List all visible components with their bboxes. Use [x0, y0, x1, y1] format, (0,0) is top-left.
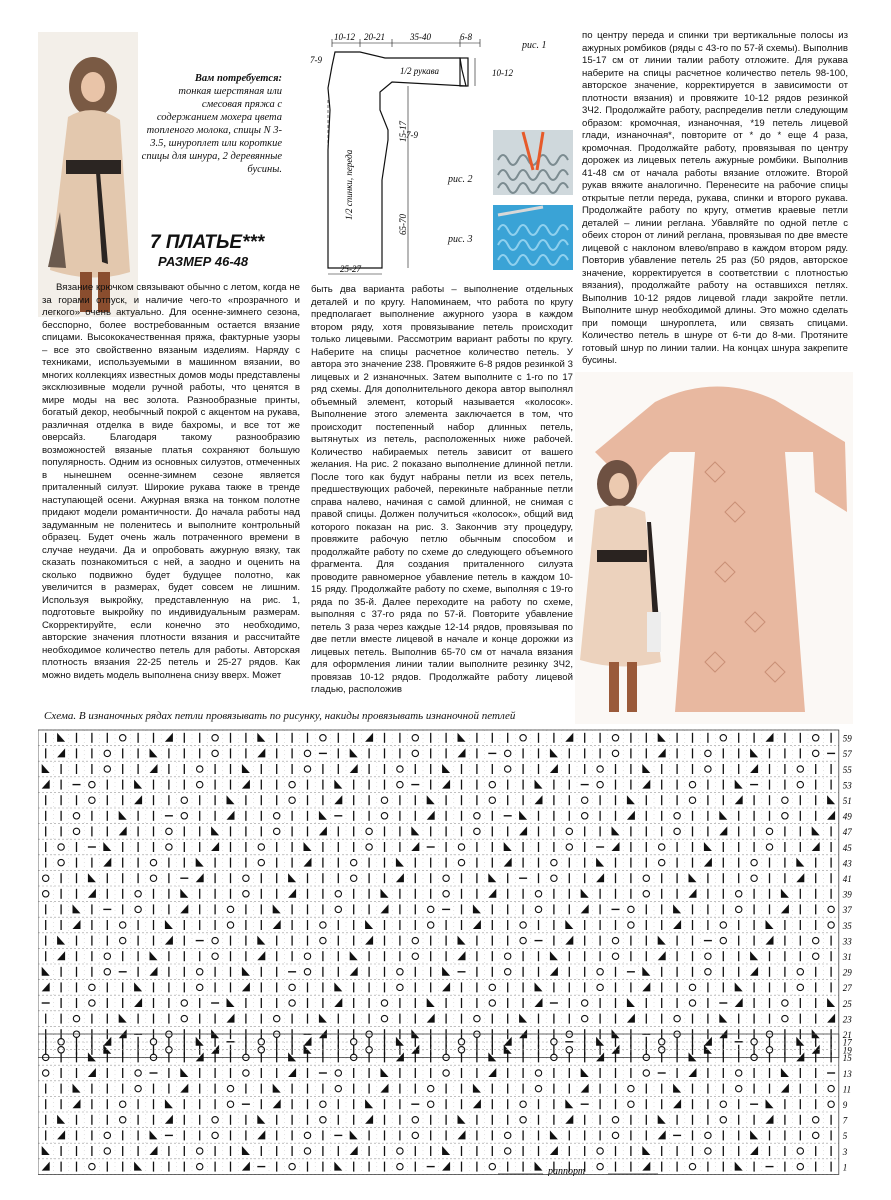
row-number: 35: [842, 920, 852, 931]
dim-top-3: 35-40: [410, 32, 431, 42]
front-label: 1/2 спинки, переда: [344, 149, 354, 220]
repeat-label: раппорт: [548, 1166, 586, 1176]
materials-block: Вам потребуется: тонкая шерстяная или смесовая пряжа с содержанием мохера цвета топленого молока, спицы N 3-3.5, шнуроплет или короткие спицы для шнура, 2 деревянные бусины.: [141, 73, 282, 175]
pattern-size: РАЗМЕР 46-48: [158, 254, 249, 269]
row-number: 37: [842, 905, 852, 916]
model-photo-large: [575, 372, 853, 724]
stitch-photo-1: [493, 130, 573, 195]
fig1-label: рис. 1: [522, 40, 547, 51]
pattern-number-title: 7 ПЛАТЬЕ***: [150, 232, 265, 253]
row-number: 11: [842, 1084, 852, 1095]
sleeve-label: 1/2 рукава: [400, 66, 439, 76]
row-number: 59: [842, 733, 852, 744]
row-number: 9: [842, 1100, 848, 1110]
knitting-chart: [38, 728, 858, 1176]
stitch-photo-2: [493, 205, 573, 270]
row-number: 43: [842, 858, 852, 869]
row-number: 23: [842, 1014, 852, 1025]
lower-grid: [38, 1034, 839, 1174]
column-1-paragraph: Вязание крючком связывают обычно с летом, когда не за горами отпуск, и наличие чего-то «прозрачного и легкого» очень актуально. Для осенне-зимнего сезона, бесспорно, более востребованным остается вязание спицами. Высококачественная пряжа, фактурные узоры – все это свойственно вязаным изделиям. Наряду с техниками, используемыми в машинном вязании, во многих коллекциях известных домов моды представлены эксклюзивные модели ручной работы, что ценятся в мире моды на вес золота. Разнообразные принты, богатый декор, необычный покрой с акцентом на рукава, различная отделка в виде бахромы, и все тот же оверсайз. Благодаря такому разнообразию возможностей вязаные платья сохраняют большую популярность. Одним из основных силуэтов, отмеченных в нынешнем осенне-зимнем сезоне является приталенный силуэт. Широкие рукава также в тренде наступающей осени. Ажурная вязка на тонком полотне придают модели романтичности. До начала работы над задуманным не поленитесь и выполните контрольный образец. Будет очень жаль потраченного времени в случае неудачи. Да и опробовать ажурную вязку, так сказать познакомиться с ней, а заодно и оценить на сколько подвижно будет будущее полотно, как увеличится в размерах, будет совсем не лишним. Используя выкройку, представленную на рис. 1, подготовьте выкройку по индивидуальным размерам. Скорректируйте, если конечно это необходимо, авторские значения плотности вязания и рассчитайте необходимое количество петель для работы. Авторская плотность вязания 22-25 петель и 25-27 рядов. Как можно видеть модель выполнена снизу вверх. Может: [42, 282, 300, 681]
fig2-label: рис. 2: [448, 174, 473, 185]
row-number: 57: [842, 749, 852, 760]
column-3-paragraph: по центру переда и спинки три вертикальные полосы из ажурных ромбиков (ряды с 43-го по 57-й схемы). Выполнив 15-17 см от линии талии работу отложите. Для рукава наберите на спицы расчетное количество петель 98-100, авторское значение, корректируется в зависимости от плотности вязания) и провяжите 10-12 рядов резинкой 3Ч2. Продолжайте работу, распределив петли следующим образом: кромочная, изнаночная, *19 петель лицевой глади, изнаночная*, повторите от * до * еще 4 раза, кромочная. Продолжайте работу, провязывая по центру дорожек из лицевых петель ажурные ромбики. Выполнив 41-48 см от начала работы вязание отложите. Второй рукав вяжите аналогично. Перенесите на рабочие спицы открытые петли переда, рукава, спинки и второго рукава. Продолжайте работу по кругу, отметив краевые петли деталей – линии реглана. Убавляйте по одной петле с обеих сторон от линий реглана, провязывая по две вместе лицевой с наклоном влево/вправо в каждом втором ряду. Повторив убавление петель 25 раз (50 рядов, авторское значение, корректируется в соответствии с плотностью вязания), продолжайте работу на оставшихся петлях. Выполнив 10-12 рядов лицевой глади закройте петли. Выполните шнур необходимой длины. Это можно сделать при помощи шнуроплета, или связать спицами. Количество петель в шнуре от 6-ти до 8-ми. Протяните готовый шнур по линии талии. На концах шнура закрепите бусины.: [582, 30, 848, 366]
row-number: 33: [842, 936, 852, 947]
pattern-schematic: [310, 30, 520, 275]
row-number: 3: [842, 1146, 848, 1157]
row-number: 7: [842, 1115, 848, 1126]
text-column-3: [582, 30, 848, 368]
row-number: 41: [842, 874, 852, 884]
dim-top-1: 10-12: [334, 32, 355, 42]
text-column-2: [311, 284, 573, 697]
dim-left-1: 7-9: [310, 55, 322, 65]
row-number: 21: [842, 1030, 852, 1040]
materials-heading: Вам потребуется: [194, 73, 279, 84]
row-number: 27: [842, 983, 852, 994]
row-number: 45: [842, 842, 852, 853]
column-2-paragraph: быть два варианта работы – выполнение отдельных деталей и по кругу. Напоминаем, что работа по кругу предполагает выполнение ажурного узора в каждом втором ряду, хотя провязывание петель происходит только лицевыми. Рассмотрим вариант работы по кругу. Наберите на спицы расчетное количество петель. У автора это значение 238. Провяжите 6-8 рядов резинкой 3 лицевых и 2 изнаночных. Затем выполните с 1-го по 17 ряд схемы. Для дополнительного декора автор выполнял объемный элемент, который называется «колосок». Выполнение этого элемента заключается в том, что происходит постепенный набор длинных петель, вытянутых из петель, расположенных ниже рабочей. Количество набираемых петель зависит от вашего желания. На рис. 2 показано выполнение длинной петли. После того как будут набраны петли из всех петель, предшествующих рабочей, перекиньте набранные петли справа налево, начиная с самой длинной, не снимая с правой спицы. Должен получиться «колосок», общий вид которого показан на рис. 3. Закончив эту процедуру, провяжите рабочую петлю обычным способом и продолжайте работу по схеме до следующего объемного фрагмента. Для создания приталенного силуэта проводите равномерное убавление петель в каждом 10-15 ряду. Продолжайте работу по схеме, выполняя с 19-го ряда по 35-й. Далее переходите на работу по схеме, выполняя с 37-го ряда по 57-й. Повторите убавление петель 3 раза через каждые 12-14 рядов, провязывая по две петли вместе лицевой в начале и конце дорожки из лицевых петель. Выполнив 65-70 см от начала вязания для оформления линии талии выполните резинку 3Ч2, провязав 10-12 рядов. Продолжайте работу лицевой гладью, расположив: [311, 284, 573, 695]
dim-bottom: 25-27: [340, 264, 361, 274]
row-number: 53: [842, 780, 852, 791]
row-number: 29: [842, 967, 852, 978]
row-number: 1: [842, 1162, 848, 1173]
row-number: 19: [842, 1045, 852, 1056]
fig3-label: рис. 3: [448, 234, 473, 245]
row-number: 49: [842, 811, 852, 822]
row-number: 5: [842, 1131, 848, 1142]
row-number: 17: [842, 1037, 852, 1048]
pattern-title: [150, 232, 290, 269]
dim-right-1: 10-12: [492, 68, 513, 78]
upper-grid: [38, 730, 839, 1058]
dim-top-4: 6-8: [460, 32, 472, 42]
row-number: 39: [842, 889, 852, 900]
row-number: 13: [842, 1068, 852, 1079]
dim-top-2: 20-21: [364, 32, 385, 42]
chart-caption: Схема. В изнаночных рядах петли провязывать по рисунку, накиды провязывать изнаночной петлей: [44, 710, 516, 722]
row-number: 31: [842, 952, 852, 962]
text-column-1: [42, 282, 300, 682]
row-number: 47: [842, 827, 852, 838]
dim-side-2: 7-9: [406, 130, 418, 140]
materials-text: тонкая шерстяная или смесовая пряжа с содержанием мохера цвета топленого молока, спицы N 3-3.5, шнуроплет или короткие спицы для шнура, 2 деревянные бусины.: [141, 86, 282, 175]
row-number: 51: [842, 796, 852, 806]
dim-side-1: 15-17: [398, 121, 408, 142]
row-number: 25: [842, 998, 852, 1009]
row-number: 55: [842, 764, 852, 775]
dim-side-3: 65-70: [398, 214, 408, 235]
row-number: 15: [842, 1053, 852, 1064]
model-photo-small: [38, 32, 138, 317]
